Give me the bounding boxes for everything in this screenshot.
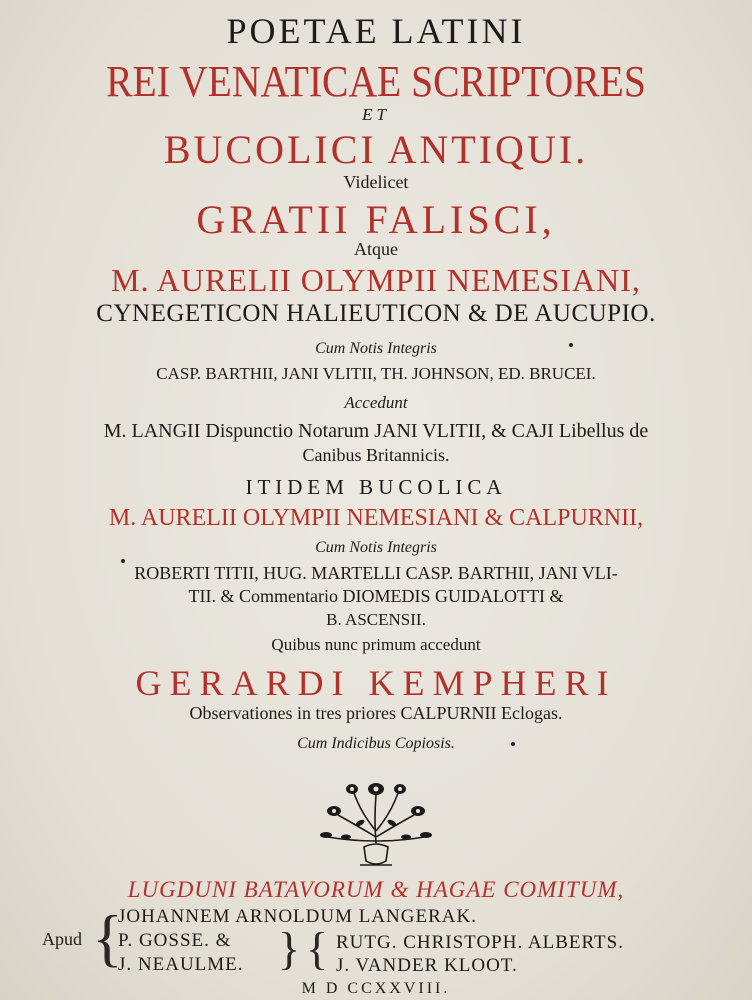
ink-speck	[121, 559, 125, 563]
title-line-titii: ROBERTI TITII, HUG. MARTELLI CASP. BARTHII, JANI VLI-	[134, 563, 618, 583]
title-line-ascensii: B. ASCENSII.	[326, 610, 426, 629]
ink-speck	[569, 343, 573, 347]
title-line-bucolici: BUCOLICI ANTIQUI.	[163, 127, 589, 172]
title-line-quibus: Quibus nunc primum accedunt	[271, 635, 481, 654]
title-line-kempheri: GERARDI KEMPHERI	[135, 663, 617, 703]
title-line-calpurnii: M. AURELII OLYMPII NEMESIANI & CALPURNII,	[108, 505, 644, 531]
title-line-guidalotti: TII. & Commentario DIOMEDIS GUIDALOTTI &	[188, 586, 564, 606]
title-line-commentators-1: CASP. BARTHII, JANI VLITII, TH. JOHNSON, ED. BRUCEI.	[156, 364, 596, 383]
publisher-kloot: J. VANDER KLOOT.	[336, 955, 518, 976]
title-line-poetae-latini: POETAE LATINI	[226, 11, 526, 51]
title-line-observationes: Observationes in tres priores CALPURNII Eclogas.	[189, 703, 563, 723]
title-line-cum-notis-2: Cum Notis Integris	[315, 539, 437, 556]
title-line-langii: M. LANGII Dispunctio Notarum JANI VLITII, & CAJI Libellus de	[103, 420, 649, 442]
apud-label: Apud	[42, 929, 82, 949]
ink-speck	[511, 742, 515, 746]
title-line-accedunt: Accedunt	[344, 393, 408, 412]
title-line-cynegeticon: CYNEGETICON HALIEUTICON & DE AUCUPIO.	[96, 300, 656, 327]
imprint-city: LUGDUNI BATAVORUM & HAGAE COMITUM,	[127, 877, 625, 902]
publisher-neaulme: J. NEAULME.	[118, 954, 244, 975]
title-line-videlicet: Videlicet	[343, 172, 409, 192]
publisher-alberts: RUTG. CHRISTOPH. ALBERTS.	[336, 932, 624, 953]
title-line-itidem: ITIDEM BUCOLICA	[245, 475, 507, 499]
publisher-langerak: JOHANNEM ARNOLDUM LANGERAK.	[118, 906, 477, 927]
title-line-cum-notis-1: Cum Notis Integris	[315, 340, 437, 357]
publisher-gosse: P. GOSSE. &	[118, 930, 232, 951]
title-line-atque: Atque	[354, 239, 398, 259]
title-line-et: ET	[362, 105, 390, 124]
imprint-year: M D CCXXVIII.	[301, 980, 451, 997]
title-line-rei-venaticae: REI VENATICAE SCRIPTORES	[106, 57, 646, 106]
middle-brace-close: }	[278, 923, 301, 974]
left-brace: {	[92, 902, 123, 973]
title-line-canibus: Canibus Britannicis.	[302, 445, 450, 465]
title-line-gratii: GRATII FALISCI,	[196, 197, 556, 242]
publishers-block	[0, 902, 752, 978]
flower-vase-ornament-icon	[316, 775, 436, 870]
title-line-indicibus: Cum Indicibus Copiosis.	[297, 735, 455, 752]
middle-brace-open: {	[306, 923, 329, 974]
title-line-nemesiani: M. AURELII OLYMPII NEMESIANI,	[111, 262, 641, 298]
